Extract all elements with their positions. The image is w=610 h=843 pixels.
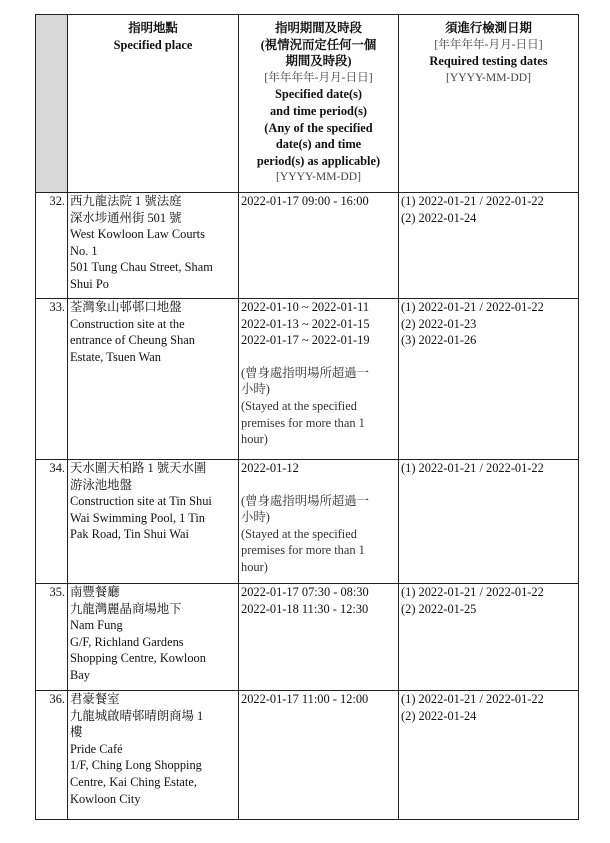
header-place: [68, 15, 239, 193]
testing-dates-cell: (1) 2022-01-21 / 2022-01-22 (2) 2022-01-24: [399, 691, 579, 820]
row-number: 33.: [36, 299, 68, 460]
header-period-format-zh: [年年年年-月月-日日]: [264, 70, 373, 84]
header-row: [36, 15, 579, 193]
table-row: [36, 584, 579, 691]
header-test-format-zh: [年年年年-月月-日日]: [434, 37, 543, 51]
place-cell: 南豐餐廳 九龍灣麗晶商場地下 Nam Fung G/F, Richland Gardens Shopping Centre, Kowloon Bay: [68, 584, 239, 691]
period-cell: 2022-01-17 07:30 - 08:30 2022-01-18 11:30 - 12:30: [239, 584, 399, 691]
header-period-en-3: (Any of the specified: [264, 120, 373, 135]
place-cell: 荃灣象山邨邨口地盤 Construction site at the entrance of Cheung Shan Estate, Tsuen Wan: [68, 299, 239, 460]
header-testing-dates: [399, 15, 579, 193]
header-place-en: Specified place: [113, 37, 193, 52]
header-period-en-4: date(s) and time: [275, 137, 362, 152]
header-period-zh-2: (視情況而定任何一個: [260, 37, 377, 52]
testing-dates-cell: (1) 2022-01-21 / 2022-01-22: [399, 460, 579, 584]
remark-text: (曾身處指明場所超過一: [241, 365, 370, 380]
header-period: [239, 15, 399, 193]
header-period-en-1: Specified date(s): [274, 87, 363, 102]
header-test-en: Required testing dates: [429, 54, 548, 69]
table-row: [36, 193, 579, 299]
header-number-cell: [36, 15, 68, 193]
period-cell: 2022-01-10 ~ 2022-01-11 2022-01-13 ~ 2022-01-15 2022-01-17 ~ 2022-01-19 (曾身處指明場所超過一 小時) (Stayed at the specified premises for more than 1 hour): [239, 299, 399, 460]
place-cell: 天水圍天柏路 1 號天水圍 游泳池地盤 Construction site at Tin Shui Wai Swimming Pool, 1 Tin Pak Road, Tin Shui Wai: [68, 460, 239, 584]
header-period-zh-3: 期間及時段): [285, 54, 352, 69]
header-period-zh-1: 指明期間及時段: [275, 21, 362, 35]
row-number: 35.: [36, 584, 68, 691]
table-row: [36, 299, 579, 460]
specified-places-table: [35, 14, 579, 820]
header-place-zh: 指明地點: [128, 21, 178, 35]
period-cell: 2022-01-17 11:00 - 12:00: [239, 691, 399, 820]
header-period-en-5: period(s) as applicable): [256, 153, 381, 168]
table-row: [36, 691, 579, 820]
header-test-format-en: [YYYY-MM-DD]: [445, 70, 531, 84]
header-period-format-en: [YYYY-MM-DD]: [275, 170, 361, 184]
remark-text: (曾身處指明場所超過一: [241, 493, 370, 508]
table-row: [36, 460, 579, 584]
row-number: 36.: [36, 691, 68, 820]
testing-dates-cell: (1) 2022-01-21 / 2022-01-22 (2) 2022-01-24: [399, 193, 579, 299]
row-number: 32.: [36, 193, 68, 299]
header-period-en-2: and time period(s): [269, 103, 368, 118]
testing-dates-cell: (1) 2022-01-21 / 2022-01-22 (2) 2022-01-23 (3) 2022-01-26: [399, 299, 579, 460]
header-test-zh: 須進行檢測日期: [445, 21, 532, 35]
period-cell: 2022-01-12 (曾身處指明場所超過一 小時) (Stayed at the specified premises for more than 1 hour): [239, 460, 399, 584]
row-number: 34.: [36, 460, 68, 584]
testing-dates-cell: (1) 2022-01-21 / 2022-01-22 (2) 2022-01-25: [399, 584, 579, 691]
place-cell: 西九龍法院 1 號法庭 深水埗通州街 501 號 West Kowloon Law Courts No. 1 501 Tung Chau Street, Sham Shui Po: [68, 193, 239, 299]
period-cell: 2022-01-17 09:00 - 16:00: [239, 193, 399, 299]
place-cell: 君豪餐室 九龍城啟晴邨晴朗商場 1 樓 Pride Café 1/F, Ching Long Shopping Centre, Kai Ching Estate, Kowloon City: [68, 691, 239, 820]
